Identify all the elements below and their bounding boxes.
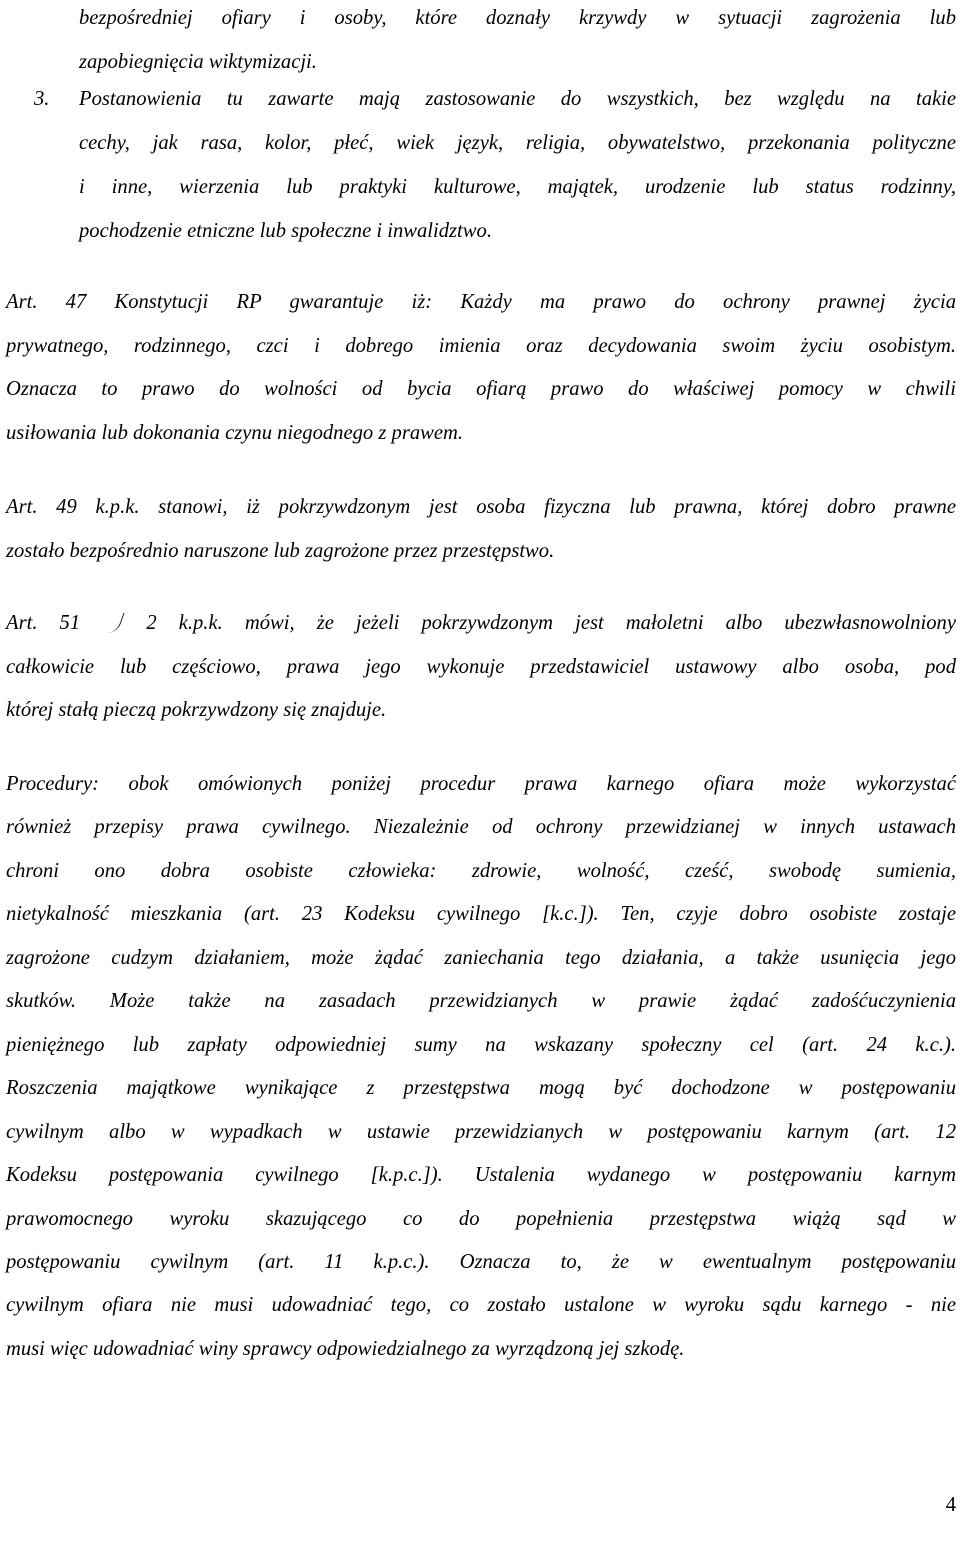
text-line: zostało bezpośrednio naruszone lub zagrożone przez przestępstwo. — [6, 539, 555, 562]
text-line: bezpośredniej ofiary i osoby, które doznały krzywdy w sytuacji zagrożenia lub — [79, 7, 956, 29]
text-line: cechy, jak rasa, kolor, płeć, wiek język, religia, obywatelstwo, przekonania polityczne — [79, 132, 956, 154]
list-number: 3. — [34, 88, 50, 110]
text-line: musi więc udowadniać winy sprawcy odpowiedzialnego za wyrządzoną jej szkodę. — [6, 1337, 685, 1360]
text-line: postępowaniu cywilnym (art. 11 k.p.c.). Oznacza to, że w ewentualnym postępowaniu — [6, 1250, 956, 1273]
text-line: zapobiegnięcia wiktymizacji. — [79, 51, 317, 73]
page-number: 4 — [945, 1494, 956, 1516]
text-line: Art. 47 Konstytucji RP gwarantuje iż: Każdy ma prawo do ochrony prawnej życia — [6, 291, 956, 313]
text-fragment: 2 k.p.k. mówi, że jeżeli pokrzywdzonym jest małoletni albo ubezwłasnowolniony — [146, 612, 956, 634]
text-line: prawomocnego wyroku skazującego co do popełnienia przestępstwa wiążą sąd w — [6, 1207, 956, 1230]
text-line: zagrożone cudzym działaniem, może żądać zaniechania tego działania, a także usunięcia jego — [6, 946, 956, 969]
text-line: Kodeksu postępowania cywilnego [k.p.c.]). Ustalenia wydanego w postępowaniu karnym — [6, 1164, 956, 1187]
text-line: cywilnym albo w wypadkach w ustawie przewidzianych w postępowaniu karnym (art. 12 — [6, 1120, 956, 1143]
text-line: całkowicie lub częściowo, prawa jego wykonuje przedstawiciel ustawowy albo osoba, pod — [6, 655, 956, 678]
paragraph-art-49 — [6, 486, 956, 573]
text-line: nietykalność mieszkania (art. 23 Kodeksu cywilnego [k.c.]). Ten, czyje dobro osobiste zostaje — [6, 903, 956, 926]
paragraph-point-3 — [79, 77, 956, 253]
text-line: pieniężnego lub zapłaty odpowiedniej sumy na wskazany społeczny cel (art. 24 k.c.). — [6, 1033, 956, 1056]
text-line: Art. 49 k.p.k. stanowi, iż pokrzywdzonym jest osoba fizyczna lub prawna, której dobro prawne — [6, 496, 956, 518]
paragraph-art-51 — [6, 602, 956, 733]
text-line: również przepisy prawa cywilnego. Niezależnie od ochrony przewidzianej w innych ustawach — [6, 816, 956, 839]
text-line: chroni ono dobra osobiste człowieka: zdrowie, wolność, cześć, swobodę sumienia, — [6, 859, 956, 882]
text-line: Roszczenia majątkowe wynikające z przestępstwa mogą być dochodzone w postępowaniu — [6, 1077, 956, 1100]
text-line: Postanowienia tu zawarte mają zastosowanie do wszystkich, bez względu na takie — [79, 88, 956, 110]
text-line — [6, 602, 956, 646]
text-line: i inne, wierzenia lub praktyki kulturowe, majątek, urodzenie lub status rodzinny, — [79, 176, 956, 198]
text-fragment: Art. 51 — [6, 612, 81, 634]
paragraph-procedures — [6, 763, 956, 1371]
text-line: cywilnym ofiara nie musi udowadniać tego, co zostało ustalone w wyroku sądu karnego - nie — [6, 1294, 956, 1317]
text-line: Oznacza to prawo do wolności od bycia ofiarą prawo do właściwej pomocy w chwili — [6, 378, 956, 401]
text-line: skutków. Może także na zasadach przewidzianych w prawie żądać zadośćuczynienia — [6, 990, 956, 1013]
paragraph-victim-definition-continued — [79, 0, 956, 84]
text-line: prywatnego, rodzinnego, czci i dobrego imienia oraz decydowania swoim życiu osobistym. — [6, 334, 956, 357]
text-line: pochodzenie etniczne lub społeczne i inwalidztwo. — [79, 220, 492, 242]
paragraph-art-47 — [6, 281, 956, 456]
text-line: której stałą pieczą pokrzywdzony się znajduje. — [6, 699, 387, 721]
text-line: Procedury: obok omówionych poniżej procedur prawa karnego ofiara może wykorzystać — [6, 773, 956, 795]
section-sign-glyph — [102, 611, 124, 637]
text-line: usiłowania lub dokonania czynu niegodnego z prawem. — [6, 422, 464, 445]
